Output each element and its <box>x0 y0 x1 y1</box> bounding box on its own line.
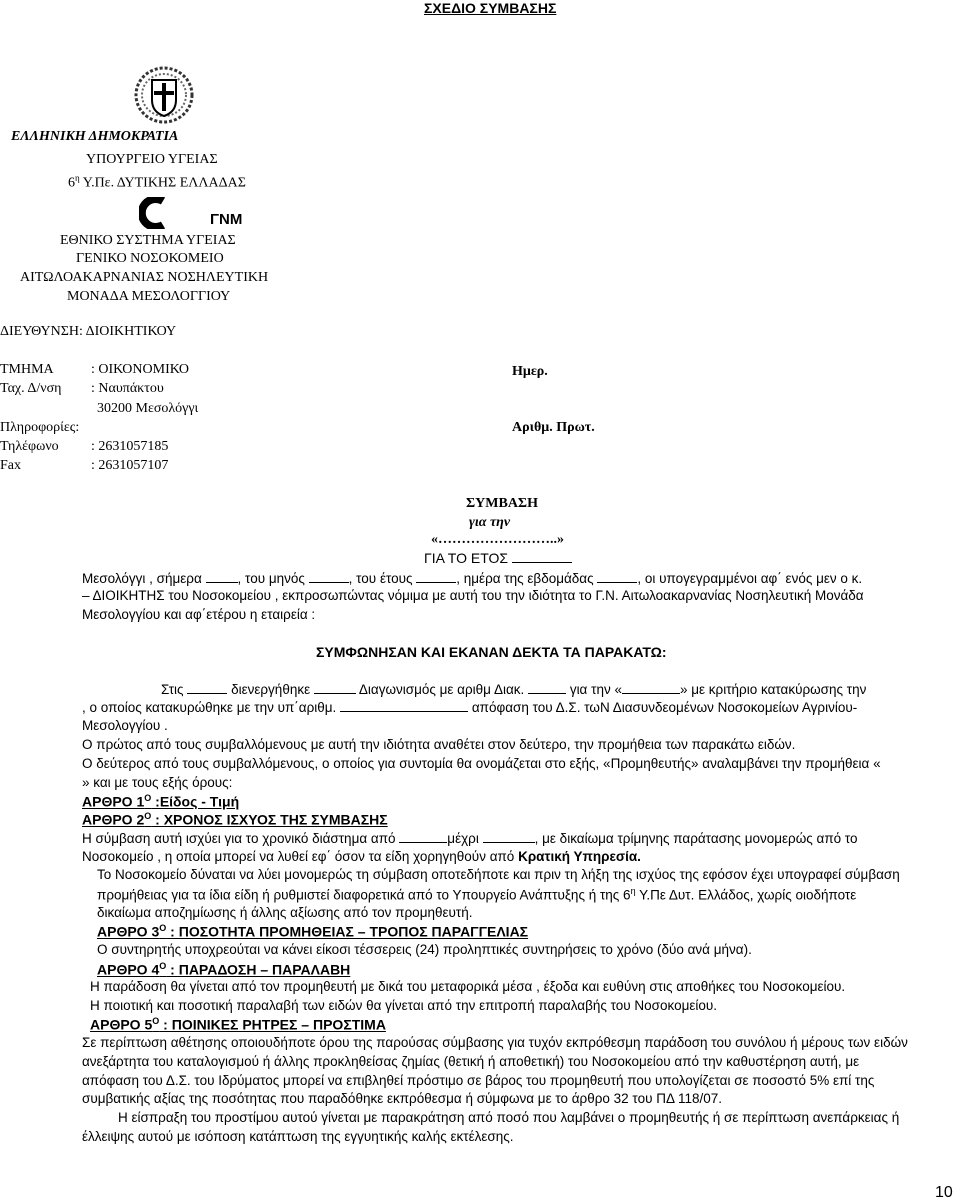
a5-title: ΑΡΘΡΟ 5 <box>90 1016 153 1033</box>
region-num: 6 <box>68 175 75 191</box>
weekday-blank <box>597 570 637 583</box>
contract-line3: Μεσολογγίου και αφ΄ετέρου η εταιρεία : <box>82 607 316 622</box>
para1 <box>161 681 866 697</box>
p1-d: για την « <box>569 682 622 697</box>
phone-value: : 2631057185 <box>91 439 169 454</box>
tender-blank <box>528 681 566 694</box>
date-label: Ημερ. <box>512 364 548 379</box>
decision-blank <box>340 699 468 712</box>
p1-a: Στις <box>161 682 184 697</box>
a2-p2-l2sup: η <box>630 886 636 896</box>
article5-title <box>90 1016 386 1033</box>
dept-value: : ΟΙΚΟΝΟΜΙΚΟ <box>91 362 190 377</box>
region-sup: η <box>75 173 80 183</box>
dept-label: ΤΜΗΜΑ <box>0 362 54 377</box>
contract-line1 <box>82 570 862 586</box>
article3-line1: Ο συντηρητής υποχρεούται να κάνει είκοσι τέσσερεις (24) προληπτικές συντηρήσεις το χρόνο (δύο ανά μήνα). <box>97 942 752 957</box>
para3: Μεσολογγίου . <box>82 718 168 733</box>
article2-line2 <box>82 849 641 864</box>
article2-line1 <box>82 830 858 846</box>
a2-l1b: μέχρι <box>447 831 479 846</box>
a2-p2-l2a: προμήθειας για τα ίδια είδη ή ρυθμιστεί διαφορετικά από το Υπουργείο Ανάπτυξης ή της 6 <box>97 887 631 903</box>
p1-e: » με κριτήριο κατακύρωσης την <box>679 682 867 697</box>
p1-b: διενεργήθηκε <box>231 682 311 697</box>
a2-l1a: Η σύμβαση αυτή ισχύει για το χρονικό διάστημα από <box>82 831 396 846</box>
held-blank <box>314 681 356 694</box>
article5-line2: ανεξάρτητα του καταλογισμού ή άλλης προκληθείσας ζημίας (θετική ή αποθετική) του Νοσοκομείου από την καθυστέρηση αυτή, με <box>82 1054 860 1069</box>
l1-b: , του μηνός <box>237 571 305 586</box>
article5-line3: απόφαση του Δ.Σ. του Ιδρύματος μπορεί να επιβληθεί πρόστιμο σε βάρος του προμηθευτή που υπολογίζεται σε ποσοστό 5% επί της <box>82 1073 875 1088</box>
article2-p2-line3: δικαίωμα αποζημίωσης ή άλλης αξίωσης από τον προμηθευτή. <box>97 905 473 920</box>
hospital-line1: ΓΕΝΙΚΟ ΝΟΣΟΚΟΜΕΙΟ <box>76 251 224 266</box>
coat-of-arms-icon <box>134 66 194 124</box>
page-number: 10 <box>935 1184 953 1201</box>
l1-c: , του έτους <box>348 571 413 586</box>
agreed-heading: ΣΥΜΦΩΝΗΣΑΝ ΚΑΙ ΕΚΑΝΑΝ ΔΕΚΤΑ ΤΑ ΠΑΡΑΚΑΤΩ: <box>316 644 667 660</box>
para6: » και με τους εξής όρους: <box>82 775 233 790</box>
article4-line1: Η παράδοση θα γίνεται από τον προμηθευτή με δικά του μεταφορικά μέσα , έξοδα και ευθύνη στις αποθήκες του Νοσοκομείου. <box>90 979 846 994</box>
article3-title <box>97 923 528 940</box>
article2-title <box>82 811 388 828</box>
l1-e: , οι υπογεγραμμένοι αφ΄ ενός μεν ο κ. <box>637 571 863 586</box>
a3-rest: : ΠΟΣΟΤΗΤΑ ΠΡΟΜΗΘΕΙΑΣ – ΤΡΟΠΟΣ ΠΑΡΑΓΓΕΛΙΑΣ <box>166 923 529 940</box>
a2-p2-l2b: Υ.Πε Δυτ. Ελλάδος, χωρίς οιοδήποτε <box>635 887 857 903</box>
from-blank <box>399 830 447 843</box>
until-blank <box>483 830 535 843</box>
contract-line2: – ΔΙΟΙΚΗΤΗΣ του Νοσοκομείου , εκπροσωπώντας νόμιμα με αυτή του την ιδιότητα το Γ.Ν. Αιτωλοακαρνανίας Νοσηλευτική Μονάδα <box>82 588 864 603</box>
a2-l2-bold: Κρατική Υπηρεσία. <box>518 849 641 864</box>
date-blank <box>187 681 227 694</box>
a1-rest: :Είδος - Τιμή <box>151 793 240 810</box>
addr-value: : Ναυπάκτου <box>91 381 164 396</box>
city: 30200 Μεσολόγγι <box>97 401 199 416</box>
p1-c: Διαγωνισμός με αριθμ Διακ. <box>358 682 525 697</box>
a1-sup: Ο <box>144 793 152 803</box>
region-rest: Υ.Πε. ΔΥΤΙΚΗΣ ΕΛΛΑΔΑΣ <box>79 175 246 191</box>
year-label: ΓΙΑ ΤΟ ΕΤΟΣ <box>424 550 509 566</box>
region <box>68 173 246 192</box>
subject-blank <box>622 681 680 694</box>
contract-for: για την <box>469 515 511 530</box>
article5-line6: έλλειψης αυτού με ισόποση κατάπτωση της εγγυητικής καλής εκτέλεσης. <box>82 1129 514 1144</box>
phone-label: Τηλέφωνο <box>0 439 59 454</box>
a4-sup: Ο <box>159 961 167 971</box>
protocol-label: Αριθμ. Πρωτ. <box>512 420 595 435</box>
a4-rest: : ΠΑΡΑΔΟΣΗ – ΠΑΡΑΛΑΒΗ <box>166 961 351 978</box>
a5-rest: : ΠΟΙΝΙΚΕΣ ΡΗΤΡΕΣ – ΠΡΟΣΤΙΜΑ <box>159 1016 386 1033</box>
directorate: ΔΙΕΥΘΥΝΣΗ: ΔΙΟΙΚΗΤΙΚΟΥ <box>0 324 177 339</box>
day-blank <box>206 570 238 583</box>
article1-title <box>82 793 239 810</box>
article5-line5: Η είσπραξη του προστίμου αυτού γίνεται με παρακράτηση από ποσό που λαμβάνει ο προμηθευτής ή σε περίπτωση ανεπάρκειας ή <box>118 1110 900 1125</box>
article4-title <box>97 961 350 978</box>
a2-title: ΑΡΘΡΟ 2 <box>82 811 145 828</box>
info-label: Πληροφορίες: <box>0 420 80 435</box>
ministry: ΥΠΟΥΡΓΕΙΟ ΥΓΕΙΑΣ <box>86 152 218 167</box>
a5-sup: Ο <box>152 1016 160 1026</box>
hospital-line3: ΜΟΝΑΔΑ ΜΕΣΟΛΟΓΓΙΟΥ <box>67 289 231 304</box>
contract-year <box>424 550 572 566</box>
para2 <box>82 699 857 715</box>
a3-title: ΑΡΘΡΟ 3 <box>97 923 160 940</box>
a1-title: ΑΡΘΡΟ 1 <box>82 793 145 810</box>
addr-label: Ταχ. Δ/νση <box>0 381 62 396</box>
para5: Ο δεύτερος από τους συμβαλλόμενους, ο οποίος για συντομία θα ονομάζεται στο εξής, «Προμηθευτής» αναλαμβάνει την προμήθεια « <box>82 756 881 771</box>
republic: ΕΛΛΗΝΙΚΗ ΔΗΜΟΚΡΑΤΙΑ <box>11 129 179 144</box>
contract-quote: «……………………..» <box>431 532 564 547</box>
a2-rest: : ΧΡΟΝΟΣ ΙΣΧΥΟΣ ΤΗΣ ΣΥΜΒΑΣΗΣ <box>151 811 388 828</box>
a3-sup: Ο <box>159 923 167 933</box>
article4-line2: Η ποιοτική και ποσοτική παραλαβή των ειδών θα γίνεται από την επιτροπή παραλαβής του Νοσοκομείου. <box>90 998 718 1013</box>
article5-line1: Σε περίπτωση αθέτησης οποιουδήποτε όρου της παρούσας σύμβασης για τυχόν εκπρόθεσμη παράδοση του συνόλου ή μέρους των ειδών <box>82 1035 908 1050</box>
month-blank <box>309 570 349 583</box>
a2-sup: Ο <box>144 811 152 821</box>
article2-p2-line1: Το Νοσοκομείο δύναται να λύει μονομερώς τη σύμβαση οποτεδήποτε και πριν τη λήξη της ισχύος της εφόσον έχει υπογραφεί σύμβαση <box>97 867 900 882</box>
fax-label: Fax <box>0 458 21 473</box>
l1-a: Μεσολόγγι , σήμερα <box>82 571 202 586</box>
a2-l1c: , με δικαίωμα τρίμηνης παράτασης μονομερώς από το <box>534 831 858 846</box>
a2-l2: Νοσοκομείο , η οποία μπορεί να λυθεί εφ΄ όσον τα είδη χορηγηθούν από <box>82 849 519 864</box>
yearnum-blank <box>416 570 456 583</box>
p2-a: , ο οποίος κατακυρώθηκε με την υπ΄αριθμ. <box>82 700 337 715</box>
hospital-line2: ΑΙΤΩΛΟΑΚΑΡΝΑΝΙΑΣ ΝΟΣΗΛΕΥΤΙΚΗ <box>20 270 269 285</box>
p2-b: απόφαση του Δ.Σ. τωΝ Διασυνδεομένων Νοσοκομείων Αγρινίου- <box>471 700 858 715</box>
esy-logo-text: ΓΝΜ <box>210 211 243 228</box>
l1-d: , ημέρα της εβδομάδας <box>456 571 594 586</box>
article5-line4: συμβατικής αξίας της ποσότητας που παραδόθηκε εκπρόθεσμα ή σύμφωνα με το άρθρο 32 του ΠΔ 118/07. <box>82 1091 723 1106</box>
contract-title: ΣΥΜΒΑΣΗ <box>466 496 538 511</box>
article2-p2-line2 <box>97 886 856 903</box>
esy-name: ΕΘΝΙΚΟ ΣΥΣΤΗΜΑ ΥΓΕΙΑΣ <box>60 233 236 248</box>
para4: Ο πρώτος από τους συμβαλλόμενους με αυτή την ιδιότητα αναθέτει στον δεύτερο, την προμήθεια των παρακάτω ειδών. <box>82 737 796 752</box>
a4-title: ΑΡΘΡΟ 4 <box>97 961 160 978</box>
draft-title: ΣΧΕΔΙΟ ΣΥΜΒΑΣΗΣ <box>424 0 557 16</box>
year-blank <box>512 550 572 563</box>
esy-logo-icon <box>139 197 165 229</box>
fax-value: : 2631057107 <box>91 458 169 473</box>
